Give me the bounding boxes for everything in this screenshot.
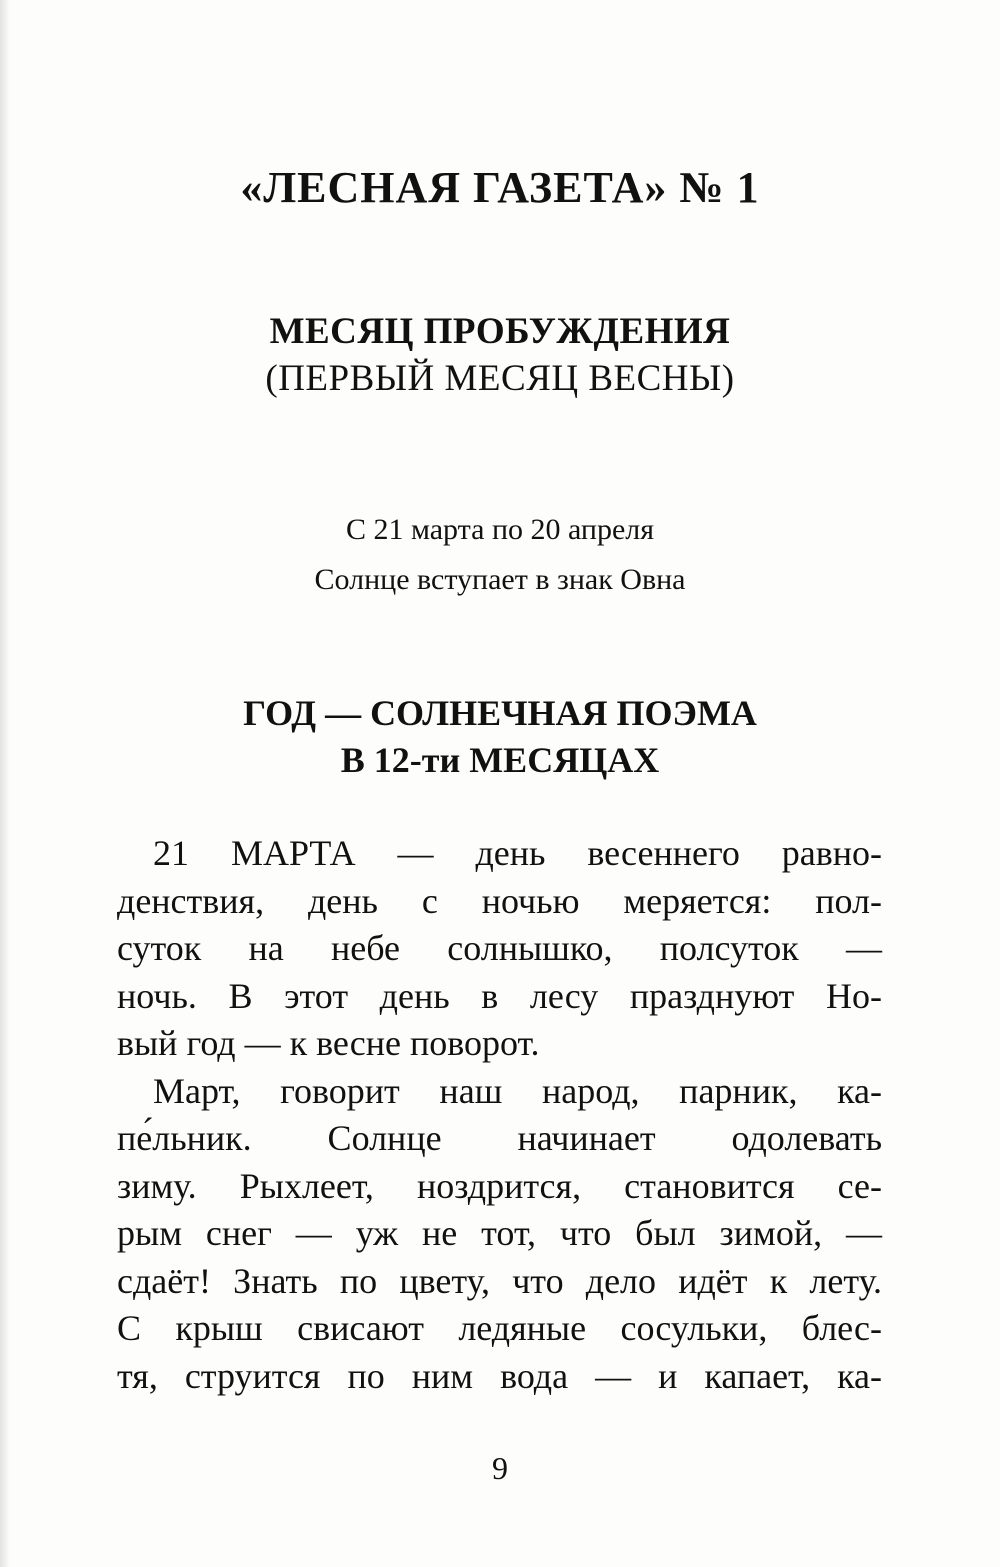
paragraph-1-line: 21 МАРТА — день весеннего равно- (153, 833, 882, 873)
poem-heading-line-1: ГОД — СОЛНЕЧНАЯ ПОЭМА (243, 693, 757, 733)
poem-heading-line-2: В 12-ти МЕСЯЦАХ (340, 740, 660, 780)
paragraph-2-line: сдаёт! Знать по цвету, что дело идёт к лету. (117, 1260, 882, 1301)
dates-block (0, 505, 1000, 605)
date-range: С 21 марта по 20 апреля (345, 513, 655, 546)
paragraph-1-line: суток на небе солнышко, полсуток — (117, 928, 882, 968)
page-number: 9 (492, 1450, 508, 1486)
paragraph-2-line: Март, говорит наш народ, парник, ка- (153, 1070, 882, 1111)
body-text (117, 830, 882, 1400)
month-heading (0, 308, 1000, 402)
paragraph-2-line: зиму. Рыхлеет, ноздрится, становится се- (117, 1165, 882, 1206)
paragraph-2-line: пе́льник. Солнце начинает одолевать (117, 1118, 882, 1158)
paragraph-2-line: рым снег — уж не тот, что был зимой, — (117, 1213, 882, 1253)
zodiac-sign-line: Солнце вступает в знак Овна (314, 563, 686, 596)
paragraph-2-line: С крыш свисают ледяные сосульки, блес- (117, 1308, 882, 1348)
poem-heading (0, 690, 1000, 784)
month-subtitle: (ПЕРВЫЙ МЕСЯЦ ВЕСНЫ) (265, 358, 735, 399)
paragraph-1-line: денствия, день с ночью меряется: пол- (117, 880, 882, 921)
paragraph-2-line: тя, струится по ним вода — и капает, ка- (117, 1355, 882, 1396)
paragraph-1-line: вый год — к весне поворот. (117, 1023, 540, 1063)
issue-title: «ЛЕСНАЯ ГАЗЕТА» № 1 (240, 163, 760, 212)
paragraph-1-line: ночь. В этот день в лесу празднуют Но- (117, 975, 882, 1016)
month-title: МЕСЯЦ ПРОБУЖДЕНИЯ (269, 311, 731, 352)
